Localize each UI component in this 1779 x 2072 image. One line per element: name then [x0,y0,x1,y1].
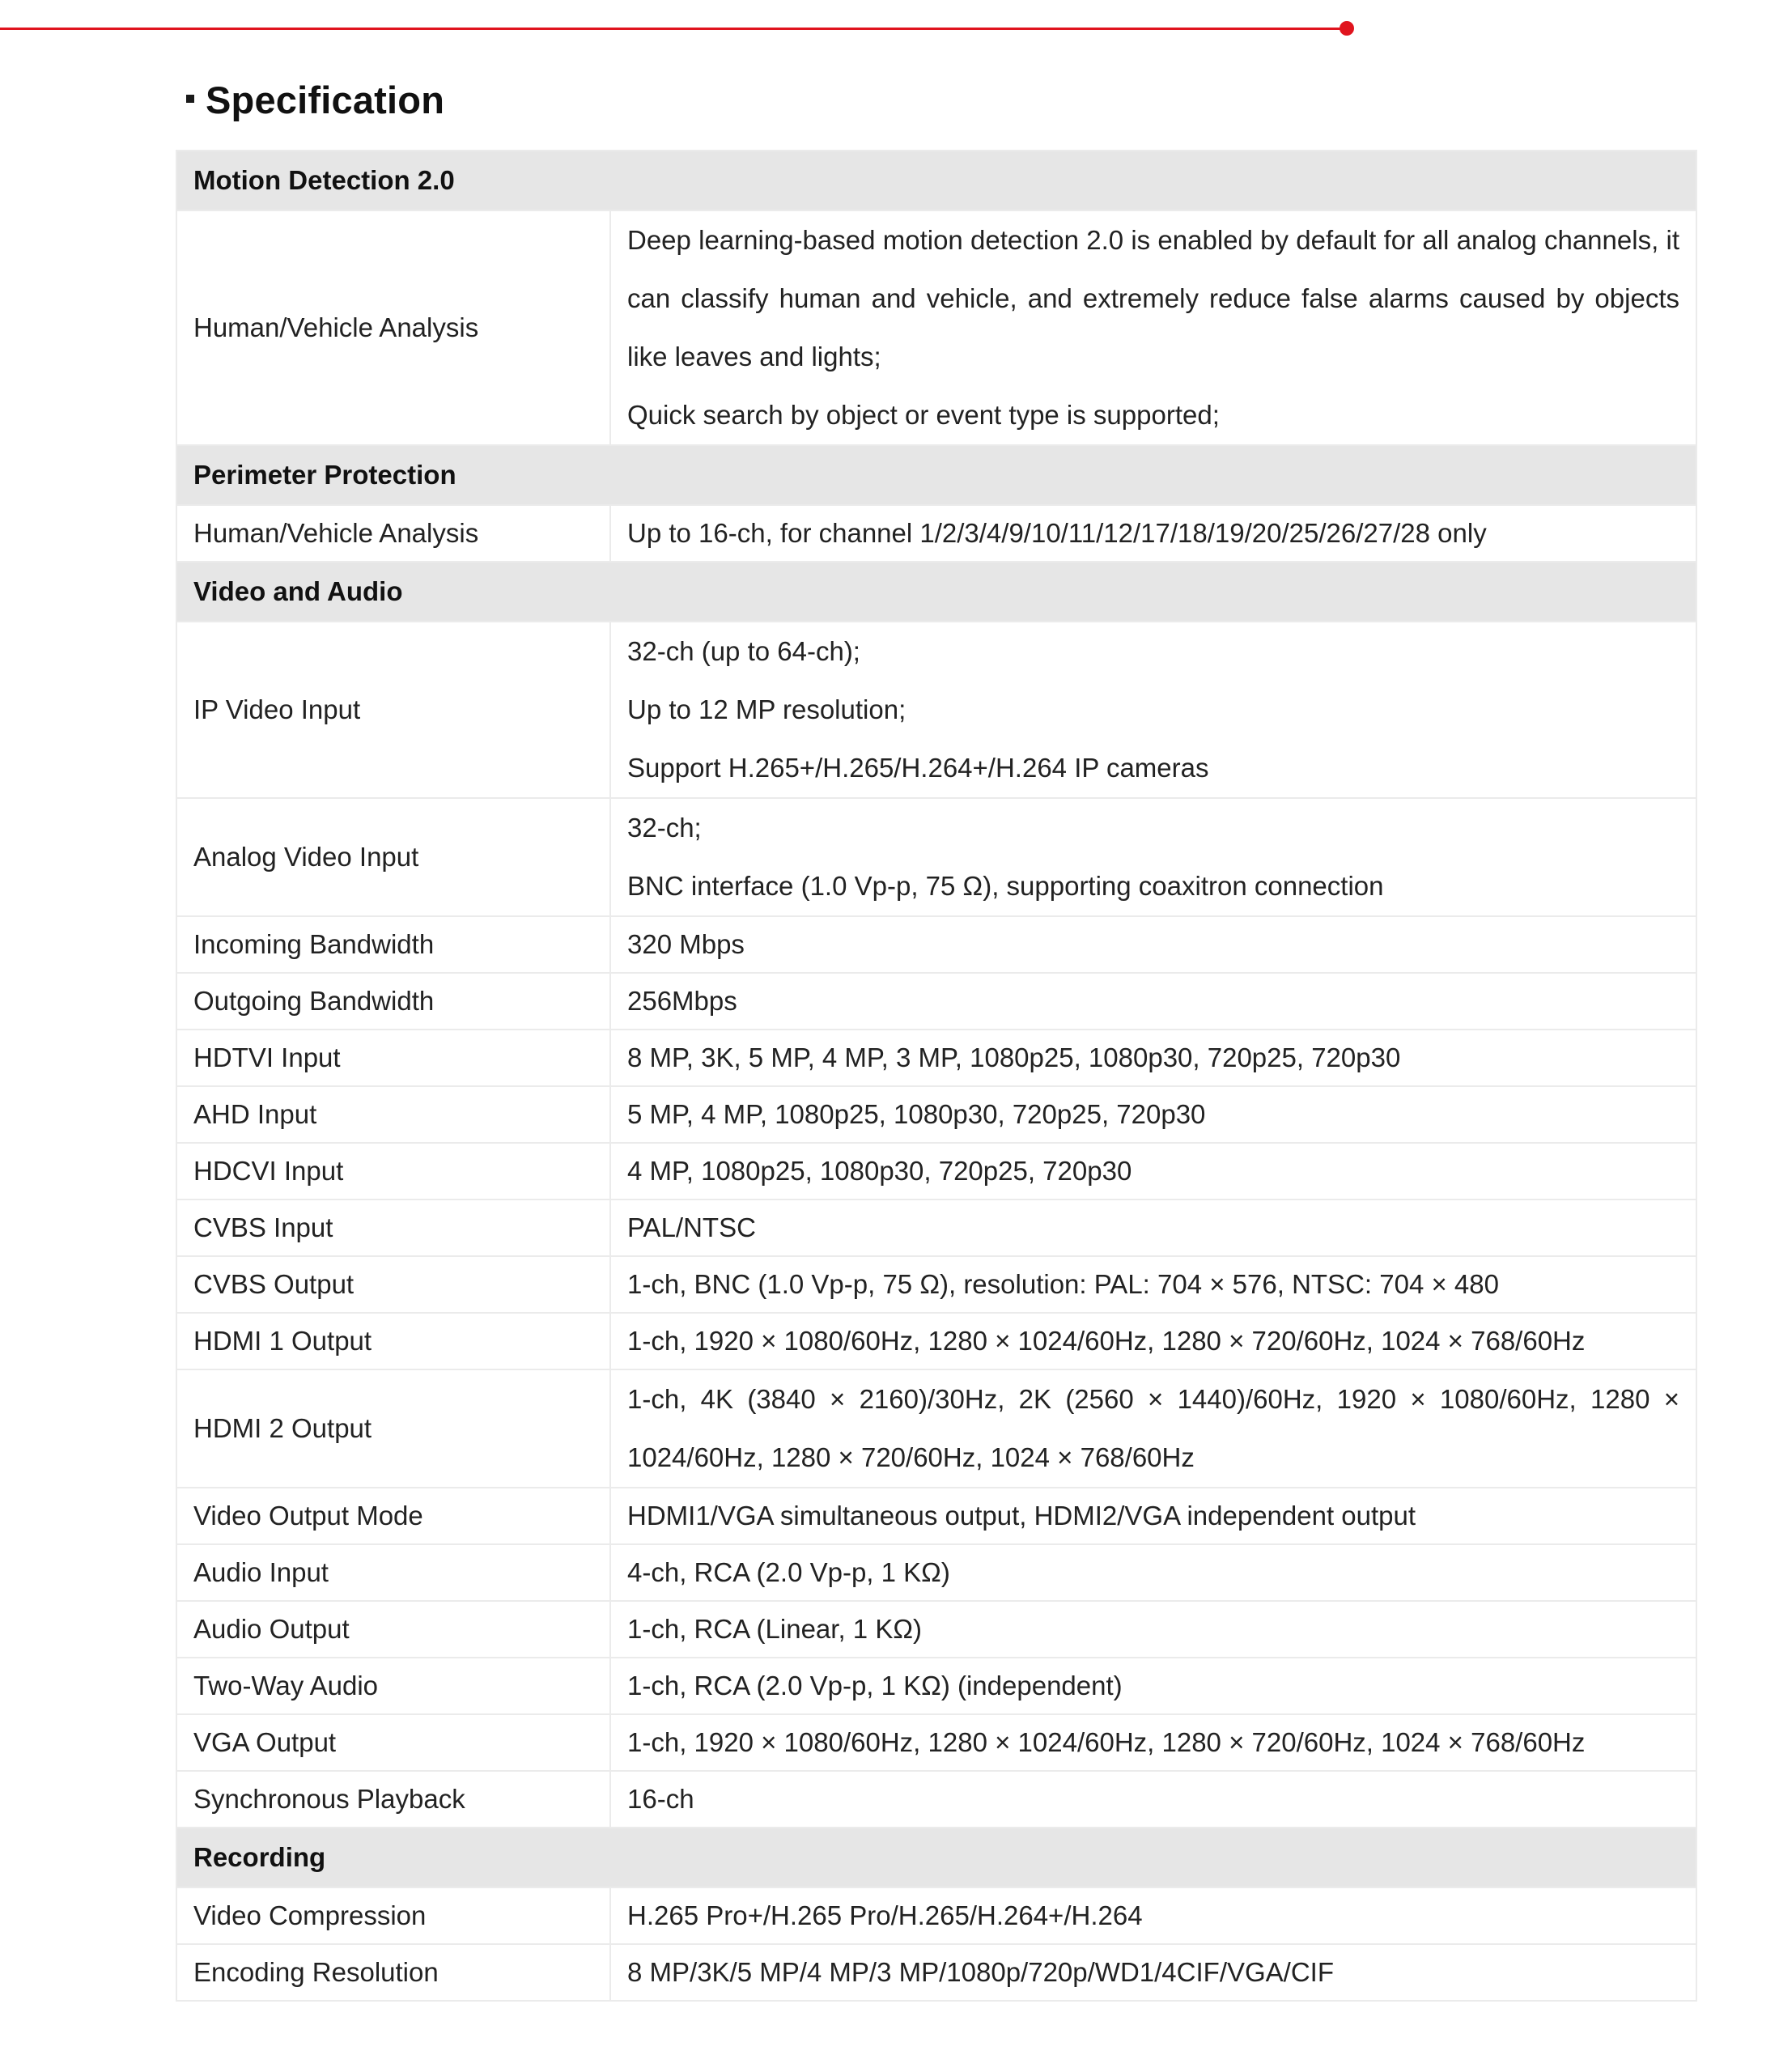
spec-row [176,1143,1696,1199]
spec-value: 5 MP, 4 MP, 1080p25, 1080p30, 720p25, 720p30 [610,1086,1696,1143]
spec-row [176,1256,1696,1313]
spec-row [176,1601,1696,1658]
spec-label: Audio Input [176,1544,610,1601]
spec-value-line: 32-ch; [627,813,702,843]
spec-value: Up to 16-ch, for channel 1/2/3/4/9/10/11/12/17/18/19/20/25/26/27/28 only [610,505,1696,562]
spec-value-line: 32-ch (up to 64-ch); [627,636,860,666]
spec-label: Human/Vehicle Analysis [176,505,610,562]
spec-label: Analog Video Input [176,798,610,916]
spec-label: Video Compression [176,1887,610,1944]
section-title [186,78,444,122]
spec-label: Outgoing Bandwidth [176,973,610,1030]
header-divider-line [0,28,1345,30]
spec-value [610,622,1696,798]
spec-row [176,1887,1696,1944]
bullet-square-icon [186,95,194,103]
spec-label: Human/Vehicle Analysis [176,210,610,445]
spec-label: Incoming Bandwidth [176,916,610,973]
spec-value: 320 Mbps [610,916,1696,973]
section-heading: Video and Audio [176,562,1696,622]
spec-label: CVBS Input [176,1199,610,1256]
spec-label: HDCVI Input [176,1143,610,1199]
spec-label: CVBS Output [176,1256,610,1313]
spec-label: AHD Input [176,1086,610,1143]
spec-value-line: Up to 12 MP resolution; [627,694,906,724]
spec-value: 1-ch, RCA (Linear, 1 KΩ) [610,1601,1696,1658]
spec-value [610,210,1696,445]
spec-label: VGA Output [176,1714,610,1771]
spec-value: 4 MP, 1080p25, 1080p30, 720p25, 720p30 [610,1143,1696,1199]
spec-value: 256Mbps [610,973,1696,1030]
spec-row [176,1544,1696,1601]
section-header-row [176,562,1696,622]
spec-row [176,1030,1696,1086]
spec-value-line: Support H.265+/H.265/H.264+/H.264 IP cameras [627,753,1209,783]
spec-row [176,1086,1696,1143]
spec-row [176,1771,1696,1828]
spec-value: 1-ch, 1920 × 1080/60Hz, 1280 × 1024/60Hz, 1280 × 720/60Hz, 1024 × 768/60Hz [610,1714,1696,1771]
spec-value-line: Quick search by object or event type is supported; [627,400,1220,430]
spec-value: PAL/NTSC [610,1199,1696,1256]
header-divider-dot [1340,21,1354,36]
section-heading: Motion Detection 2.0 [176,151,1696,210]
spec-label: HDMI 2 Output [176,1369,610,1488]
spec-row [176,1313,1696,1369]
section-heading: Perimeter Protection [176,445,1696,505]
spec-label: Encoding Resolution [176,1944,610,2001]
section-header-row [176,1828,1696,1887]
spec-value: HDMI1/VGA simultaneous output, HDMI2/VGA independent output [610,1488,1696,1544]
spec-value-line: BNC interface (1.0 Vp-p, 75 Ω), supporting coaxitron connection [627,871,1384,901]
spec-value: 16-ch [610,1771,1696,1828]
spec-value: H.265 Pro+/H.265 Pro/H.265/H.264+/H.264 [610,1887,1696,1944]
spec-value-line: 1-ch, 4K (3840 × 2160)/30Hz, 2K (2560 × 1440)/60Hz, 1920 × 1080/60Hz, 1280 × 1024/60Hz, 1280 × 720/60Hz, 1024 × 768/60Hz [627,1384,1679,1472]
section-heading: Recording [176,1828,1696,1887]
spec-value: 8 MP/3K/5 MP/4 MP/3 MP/1080p/720p/WD1/4CIF/VGA/CIF [610,1944,1696,2001]
spec-value: 4-ch, RCA (2.0 Vp-p, 1 KΩ) [610,1544,1696,1601]
spec-row [176,1488,1696,1544]
spec-label: Audio Output [176,1601,610,1658]
spec-row [176,1944,1696,2001]
spec-row [176,505,1696,562]
spec-row [176,1369,1696,1488]
spec-row [176,916,1696,973]
spec-value: 1-ch, 1920 × 1080/60Hz, 1280 × 1024/60Hz, 1280 × 720/60Hz, 1024 × 768/60Hz [610,1313,1696,1369]
section-header-row [176,151,1696,210]
page-title: Specification [206,79,445,121]
spec-value: 8 MP, 3K, 5 MP, 4 MP, 3 MP, 1080p25, 1080p30, 720p25, 720p30 [610,1030,1696,1086]
spec-label: IP Video Input [176,622,610,798]
spec-label: Two-Way Audio [176,1658,610,1714]
spec-row [176,210,1696,445]
spec-row [176,1199,1696,1256]
spec-label: Synchronous Playback [176,1771,610,1828]
spec-label: HDMI 1 Output [176,1313,610,1369]
spec-value: 1-ch, RCA (2.0 Vp-p, 1 KΩ) (independent) [610,1658,1696,1714]
spec-row [176,1658,1696,1714]
spec-value [610,1369,1696,1488]
section-header-row [176,445,1696,505]
spec-value [610,798,1696,916]
specification-table [176,150,1697,2002]
spec-row [176,622,1696,798]
spec-row [176,973,1696,1030]
spec-row [176,798,1696,916]
spec-value-line: Deep learning-based motion detection 2.0 is enabled by default for all analog channels, it can classify human and vehicle, and extremely reduce false alarms caused by objects like leaves and lights; [627,225,1679,372]
spec-row [176,1714,1696,1771]
spec-label: Video Output Mode [176,1488,610,1544]
spec-label: HDTVI Input [176,1030,610,1086]
spec-value: 1-ch, BNC (1.0 Vp-p, 75 Ω), resolution: PAL: 704 × 576, NTSC: 704 × 480 [610,1256,1696,1313]
